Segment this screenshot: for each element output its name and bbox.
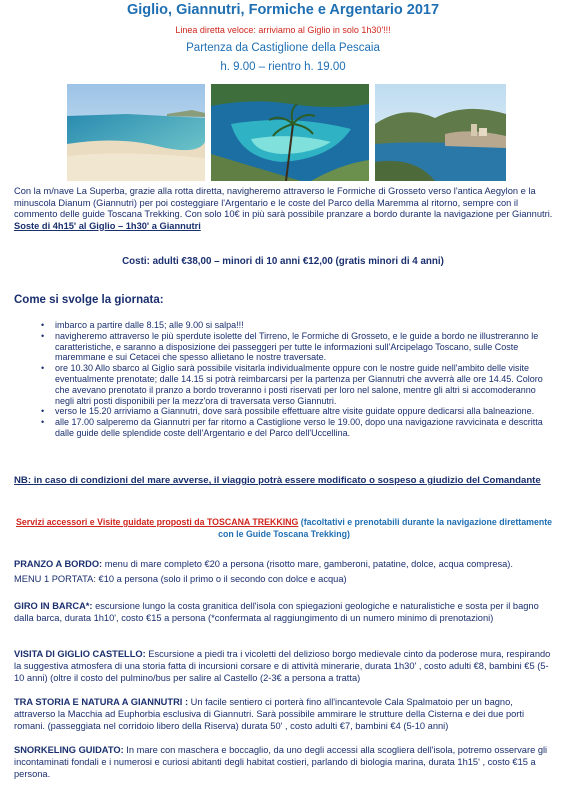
intro-paragraph (14, 186, 556, 232)
offer-lunch (14, 559, 556, 586)
offer-text: escursione lungo la costa granitica dell'isola con spiegazioni geologiche e naturalistiche e sosta per il bagno dalla barca, durata 1h10', costo €15 a persona (*confermata al raggiungimento di un numero minimo di prenotazioni) (14, 601, 539, 623)
beach-photo (67, 84, 205, 181)
list-item (41, 406, 556, 417)
harbour-photo (375, 84, 506, 181)
services-heading (14, 517, 554, 540)
list-item (41, 417, 556, 439)
intro-highlight: Soste di 4h15' al Giglio – 1h30' a Giannutri (14, 220, 201, 231)
offer-extra: MENU 1 PORTATA: €10 a persona (solo il primo o il secondo con dolce e acqua) (14, 573, 347, 584)
offer-heading: GIRO IN BARCA*: (14, 601, 93, 611)
list-item-text: ore 10.30 Allo sbarco al Giglio sarà possibile visitarla individualmente oppure con le nostre guide nell'ambito delle visite eventualmente prenotate; dalle 14.15 si potrà reimbarcarsi per la partenza per Giannutri che avverrà alle ore 14.45. Coloro che avevano prenotato il pranzo a bordo troveranno i posti riservati per loro nel salone, mentre gli altri si accomoderanno negli altri posti disponibili per la mezz'ora di traversata verso Giannutri. (55, 363, 543, 406)
list-item-text: verso le 15.20 arriviamo a Giannutri, dove sarà possibile effettuare altre visite guidate oppure dedicarsi alla balneazione. (55, 406, 535, 417)
cove-photo (211, 84, 369, 181)
offer-snorkeling (14, 745, 556, 780)
offer-text: Un facile sentiero ci porterà fino all'incantevole Cala Spalmatoio per un bagno, attraverso la Macchia ad Euphorbia esclusiva di Giannutri. Sarà possibile ammirare le strutture della Cisterna e dei due porti romani. (passeggiata nel corridoio libero della Riserva) durata 50' , costo adulti €7, bambini €4 (5-10 anni) (14, 697, 525, 731)
day-steps-list (41, 320, 556, 439)
list-item-text: navigheremo attraverso le più sperdute isolette del Tirreno, le Formiche di Grosseto, e le guide a bordo ne illustreranno le caratteristiche, e saranno a disposizione dei passeggeri per tutte le informazioni sull'Arcipelago Toscano, sulle Coste maremmane e sui Cetacei che spesso allietano le nostre traversate. (55, 330, 539, 363)
list-item (41, 363, 556, 406)
times-line: h. 9.00 – rientro h. 19.00 (220, 61, 346, 73)
tagline: Linea diretta veloce: arriviamo al Giglio in solo 1h30'!!! (175, 25, 391, 35)
offer-text: In mare con maschera e boccaglio, da uno degli accessi alla scogliera dell'isola, potremo osservare gli incontaminati fondali e i numerosi e curiosi abitanti degli habitat costieri, parlando di biologia marina, durata 1h15' , costo €15 a persona. (14, 745, 548, 779)
intro-text: Con la m/nave La Superba, grazie alla rotta diretta, navigheremo attraverso le Formiche di Grosseto verso l'antica Aegylon e la minuscola Dianum (Giannutri) per poi costeggiare l'Argentario e le coste del Parco della Maremma al ritorno, sempre con il commento delle guide Toscana Trekking. Con solo 10€ in più sarà possibile pranzare a bordo durante la navigazione per Giannutri. (14, 186, 553, 220)
page-title: Giglio, Giannutri, Formiche e Argentario 2017 (126, 2, 440, 18)
costs-line: Costi: adulti €38,00 – minori di 10 anni €12,00 (gratis minori di 4 anni) (122, 256, 444, 267)
offer-text: menu di mare completo €20 a persona (risotto mare, gamberoni, patatine, dolce, acqua compresa). (102, 559, 513, 569)
offer-boat-tour (14, 601, 556, 625)
list-item (41, 331, 556, 363)
offer-heading: SNORKELING GUIDATO: (14, 745, 124, 755)
offer-heading: TRA STORIA E NATURA A GIANNUTRI : (14, 697, 189, 707)
list-item-text: alle 17.00 salperemo da Giannutri per far ritorno a Castiglione verso le 19.00, dopo una navigazione ravvicinata e descritta dalle guide delle splendide coste dell'Argentario e del Parco dell'Uccellina. (55, 417, 543, 438)
services-heading-red: Servizi accessori e Visite guidate proposti da TOSCANA TREKKING (15, 517, 299, 527)
services-heading-blue: (facoltativi e prenotabili durante la navigazione direttamente con le Guide Toscana Trekking) (218, 517, 553, 539)
nb-notice: NB: in caso di condizioni del mare avverse, il viaggio potrà essere modificato o sospeso a giudizio del Comandante (14, 475, 541, 486)
offer-text: Escursione a piedi tra i vicoletti del delizioso borgo medievale cinto da poderose mura, respirando la suggestiva atmosfera di una storia fatta di incursioni corsare e di attività minerarie, durata 1h30' , costo adulti €8, bambini €5 (5-10 anni) (oltre il costo del pulmino/bus per salire al Castello (2-3€ a persona a tratta) (14, 649, 551, 683)
offer-heading: VISITA DI GIGLIO CASTELLO: (14, 649, 146, 659)
offer-castle-visit (14, 649, 556, 684)
day-section-title: Come si svolge la giornata: (14, 294, 164, 306)
list-item-text: imbarco a partire dalle 8.15; alle 9.00 si salpa!!! (55, 320, 244, 330)
departure-line: Partenza da Castiglione della Pescaia (186, 42, 380, 54)
offer-giannutri-walk (14, 697, 556, 732)
offer-heading: PRANZO A BORDO: (14, 559, 103, 569)
list-item (41, 320, 556, 331)
